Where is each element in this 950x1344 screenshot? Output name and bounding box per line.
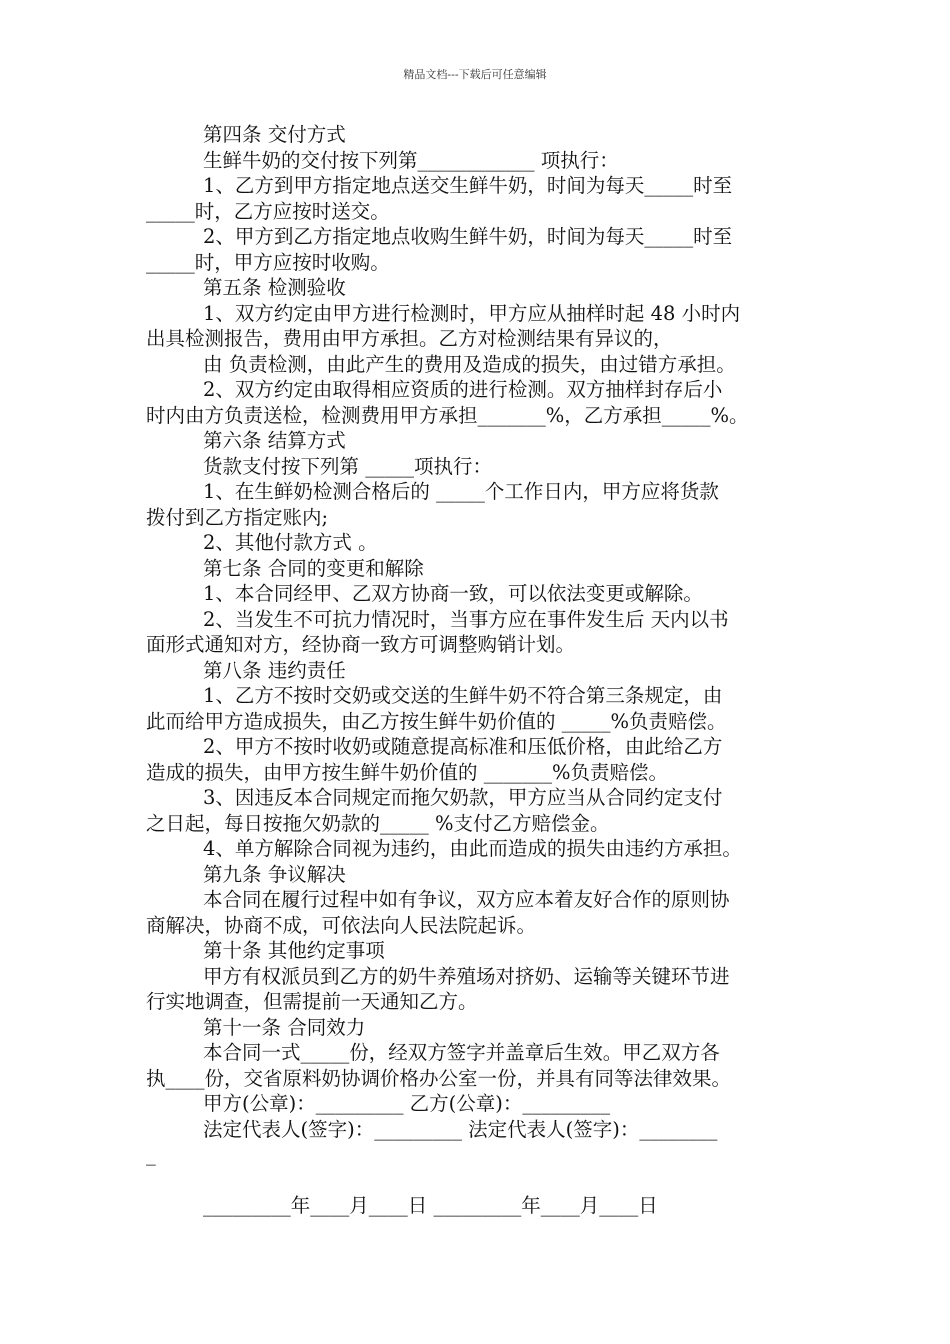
text-line: _____时，甲方应按时收购。 xyxy=(146,250,390,274)
contract-body xyxy=(146,122,810,1219)
text-line: 本合同一式_____份，经双方签字并盖章后生效。甲乙双方各 xyxy=(203,1041,720,1064)
text-line: 第六条 结算方式 xyxy=(203,429,346,452)
text-line: 第十一条 合同效力 xyxy=(203,1015,366,1039)
text-line: 2、双方约定由取得相应资质的进行检测。双方抽样封存后小 xyxy=(203,378,723,401)
text-line: 法定代表人(签字)：_________ 法定代表人(签字)：________ xyxy=(203,1117,718,1141)
text-line: 此而给甲方造成损失，由乙方按生鲜牛奶价值的 _____%负责赔偿。 xyxy=(146,709,727,733)
text-line: 第九条 争议解决 xyxy=(203,862,346,886)
text-line: _____时，乙方应按时送交。 xyxy=(146,199,390,223)
text-line: 造成的损失，由甲方按生鲜牛奶价值的 _______%负责赔偿。 xyxy=(146,760,668,784)
text-line: 2、当发生不可抗力情况时，当事方应在事件发生后 天内以书 xyxy=(203,607,729,631)
text-line: 第四条 交付方式 xyxy=(203,123,346,146)
text-line: 之日起，每日按拖欠奶款的_____ %支付乙方赔偿金。 xyxy=(146,811,610,835)
text-line: 执____份，交省原料奶协调价格办公室一份，并具有同等法律效果。 xyxy=(146,1066,732,1090)
text-line: 第五条 检测验收 xyxy=(203,276,346,299)
text-line: 面形式通知对方，经协商一致方可调整购销计划。 xyxy=(146,633,576,656)
page-header: 精品文档---下载后可任意编辑 xyxy=(403,68,547,81)
text-line: 第七条 合同的变更和解除 xyxy=(203,556,424,580)
text-line: 2、其他付款方式 。 xyxy=(203,531,378,554)
text-line: 甲方有权派员到乙方的奶牛养殖场对挤奶、运输等关键环节进 xyxy=(203,964,730,988)
text-line: 1、乙方到甲方指定地点送交生鲜牛奶，时间为每天_____时至 xyxy=(203,174,733,197)
text-line: 拨付到乙方指定账内; xyxy=(146,505,329,529)
text-line: 商解决，协商不成，可依法向人民法院起诉。 xyxy=(146,913,537,937)
text-line: 本合同在履行过程中如有争议，双方应本着友好合作的原则协 xyxy=(203,888,730,911)
text-line: 生鲜牛奶的交付按下列第____________ 项执行： xyxy=(203,148,619,172)
text-line: 时内由方负责送检，检测费用甲方承担_______%，乙方承担_____%。 xyxy=(146,403,749,427)
text-line: 1、在生鲜奶检测合格后的 _____个工作日内，甲方应将货款 xyxy=(203,480,719,503)
text-line: 2、甲方不按时收奶或随意提高标准和压低价格，由此给乙方 xyxy=(203,735,723,758)
text-line: 行实地调查，但需提前一天通知乙方。 xyxy=(146,990,478,1013)
text-line: 由 负责检测，由此产生的费用及造成的损失，由过错方承担。 xyxy=(203,352,736,376)
text-line: 4、单方解除合同视为违约，由此而造成的损失由违约方承担。 xyxy=(203,837,742,860)
text-line: 1、双方约定由甲方进行检测时，甲方应从抽样时起 48 小时内 xyxy=(203,301,741,325)
text-line: _________年____月____日 _________年____月____日 xyxy=(203,1194,658,1217)
text-line: 货款支付按下列第 _____项执行： xyxy=(203,454,492,478)
text-line xyxy=(146,1168,810,1194)
text-line: 2、甲方到乙方指定地点收购生鲜牛奶，时间为每天_____时至 xyxy=(203,225,733,248)
text-line: 甲方(公章)：_________ 乙方(公章)：_________ xyxy=(203,1092,611,1115)
text-line: 第十条 其他约定事项 xyxy=(203,939,385,962)
text-line: 出具检测报告，费用由甲方承担。乙方对检测结果有异议的， xyxy=(146,327,673,350)
text-line: 1、乙方不按时交奶或交送的生鲜牛奶不符合第三条规定，由 xyxy=(203,684,723,707)
text-line: 3、因违反本合同规定而拖欠奶款，甲方应当从合同约定支付 xyxy=(203,786,723,809)
text-line: 1、本合同经甲、乙双方协商一致，可以依法变更或解除。 xyxy=(203,582,703,605)
text-line: _ xyxy=(146,1143,156,1166)
text-line: 第八条 违约责任 xyxy=(203,658,346,682)
